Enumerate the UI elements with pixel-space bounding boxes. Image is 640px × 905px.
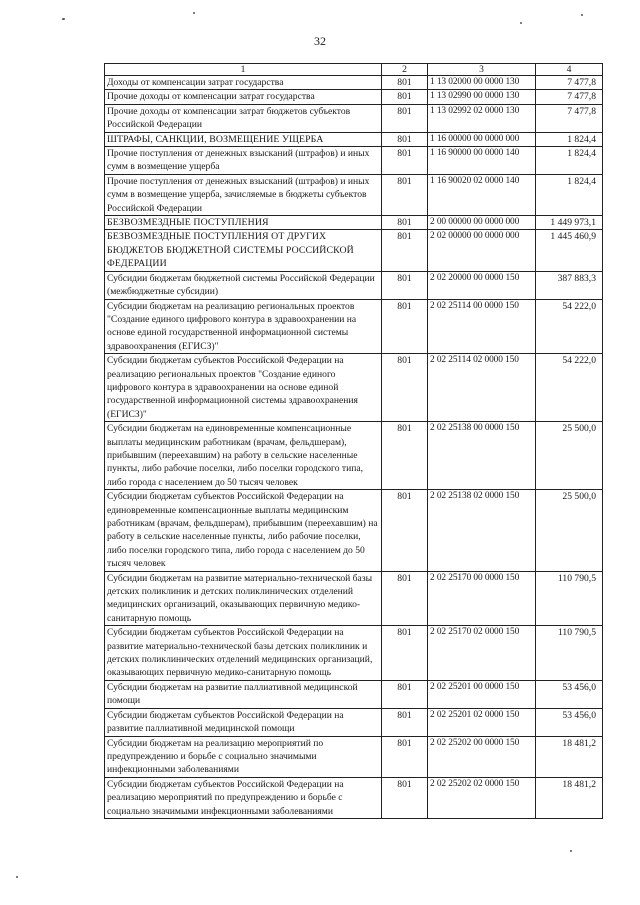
row-admin-code-cell: 801: [382, 626, 428, 681]
row-name-cell: Прочие доходы от компенсации затрат государства: [105, 90, 382, 104]
row-name-cell: Субсидии бюджетам субъектов Российской Федерации на развитие паллиативной медицинской помощи: [105, 708, 382, 736]
row-admin-code-cell: 801: [382, 708, 428, 736]
table-row: [105, 216, 603, 230]
row-sum-cell: 54 222,0: [536, 299, 603, 354]
table-row: [105, 299, 603, 354]
row-kbk-code-cell: 2 02 25202 00 0000 150: [428, 736, 536, 777]
row-admin-code-cell: 801: [382, 354, 428, 422]
row-kbk-code-cell: 2 02 00000 00 0000 000: [428, 230, 536, 271]
row-name-cell: Доходы от компенсации затрат государства: [105, 76, 382, 90]
row-admin-code-cell: 801: [382, 271, 428, 299]
row-kbk-code-cell: 1 16 90020 02 0000 140: [428, 174, 536, 215]
row-sum-cell: 1 824,4: [536, 174, 603, 215]
row-name-cell: Субсидии бюджетам субъектов Российской Федерации на реализацию мероприятий по предупреждению и борьбе с социально значимыми инфекционными заболеваниями: [105, 777, 382, 818]
table-row: [105, 76, 603, 90]
table-row: [105, 132, 603, 146]
row-sum-cell: 54 222,0: [536, 354, 603, 422]
row-name-cell: Прочие поступления от денежных взысканий (штрафов) и иных сумм в возмещение ущерба, зачисляемые в бюджеты субъектов Российской Федерации: [105, 174, 382, 215]
row-admin-code-cell: 801: [382, 132, 428, 146]
row-kbk-code-cell: 1 13 02990 00 0000 130: [428, 90, 536, 104]
row-admin-code-cell: 801: [382, 680, 428, 708]
row-admin-code-cell: 801: [382, 736, 428, 777]
row-sum-cell: 1 449 973,1: [536, 216, 603, 230]
row-sum-cell: 1 824,4: [536, 132, 603, 146]
row-sum-cell: 18 481,2: [536, 777, 603, 818]
row-kbk-code-cell: 1 16 90000 00 0000 140: [428, 147, 536, 175]
row-kbk-code-cell: 2 02 25138 00 0000 150: [428, 422, 536, 490]
table-row: [105, 708, 603, 736]
row-kbk-code-cell: 2 00 00000 00 0000 000: [428, 216, 536, 230]
column-header: 4: [536, 64, 603, 76]
table-row: [105, 736, 603, 777]
scan-speck: [520, 22, 522, 24]
row-sum-cell: 25 500,0: [536, 422, 603, 490]
row-kbk-code-cell: 2 02 25138 02 0000 150: [428, 490, 536, 571]
table-row: [105, 104, 603, 132]
budget-revenue-table: [104, 63, 603, 819]
row-kbk-code-cell: 1 13 02992 02 0000 130: [428, 104, 536, 132]
row-sum-cell: 7 477,8: [536, 104, 603, 132]
row-admin-code-cell: 801: [382, 147, 428, 175]
row-name-cell: ШТРАФЫ, САНКЦИИ, ВОЗМЕЩЕНИЕ УЩЕРБА: [105, 132, 382, 146]
table-row: [105, 271, 603, 299]
row-admin-code-cell: 801: [382, 174, 428, 215]
row-admin-code-cell: 801: [382, 216, 428, 230]
table-row: [105, 230, 603, 271]
scan-speck: [16, 876, 18, 878]
row-kbk-code-cell: 2 02 25170 00 0000 150: [428, 571, 536, 626]
column-header: 3: [428, 64, 536, 76]
scan-speck: [193, 12, 195, 14]
row-sum-cell: 387 883,3: [536, 271, 603, 299]
table-row: [105, 490, 603, 571]
row-admin-code-cell: 801: [382, 422, 428, 490]
table-row: [105, 626, 603, 681]
row-admin-code-cell: 801: [382, 90, 428, 104]
row-admin-code-cell: 801: [382, 104, 428, 132]
table-row: [105, 354, 603, 422]
row-kbk-code-cell: 2 02 20000 00 0000 150: [428, 271, 536, 299]
row-sum-cell: 7 477,8: [536, 76, 603, 90]
table-row: [105, 147, 603, 175]
row-sum-cell: 1 824,4: [536, 147, 603, 175]
table-row: [105, 90, 603, 104]
row-admin-code-cell: 801: [382, 571, 428, 626]
row-name-cell: Прочие поступления от денежных взысканий (штрафов) и иных сумм в возмещение ущерба: [105, 147, 382, 175]
row-kbk-code-cell: 2 02 25201 00 0000 150: [428, 680, 536, 708]
row-name-cell: Субсидии бюджетам на развитие паллиативной медицинской помощи: [105, 680, 382, 708]
row-admin-code-cell: 801: [382, 230, 428, 271]
row-sum-cell: 110 790,5: [536, 626, 603, 681]
row-name-cell: БЕЗВОЗМЕЗДНЫЕ ПОСТУПЛЕНИЯ: [105, 216, 382, 230]
row-kbk-code-cell: 2 02 25114 02 0000 150: [428, 354, 536, 422]
table-row: [105, 422, 603, 490]
row-name-cell: Субсидии бюджетам субъектов Российской Федерации на развитие материально-технической базы детских поликлиник и детских поликлинических отделений медицинских организаций, оказывающих первичную медико-санитарную помощь: [105, 626, 382, 681]
row-sum-cell: 25 500,0: [536, 490, 603, 571]
row-kbk-code-cell: 2 02 25201 02 0000 150: [428, 708, 536, 736]
row-name-cell: БЕЗВОЗМЕЗДНЫЕ ПОСТУПЛЕНИЯ ОТ ДРУГИХ БЮДЖЕТОВ БЮДЖЕТНОЙ СИСТЕМЫ РОССИЙСКОЙ ФЕДЕРАЦИИ: [105, 230, 382, 271]
row-admin-code-cell: 801: [382, 299, 428, 354]
row-kbk-code-cell: 2 02 25202 02 0000 150: [428, 777, 536, 818]
row-name-cell: Субсидии бюджетам субъектов Российской Федерации на реализацию региональных проектов "Создание единого цифрового контура в здравоохранении на основе единой государственной информационной системы здравоохранения (ЕГИСЗ)": [105, 354, 382, 422]
row-sum-cell: 53 456,0: [536, 680, 603, 708]
row-sum-cell: 53 456,0: [536, 708, 603, 736]
row-kbk-code-cell: 2 02 25170 02 0000 150: [428, 626, 536, 681]
scan-speck: [570, 850, 572, 852]
row-name-cell: Субсидии бюджетам бюджетной системы Российской Федерации (межбюджетные субсидии): [105, 271, 382, 299]
table-row: [105, 777, 603, 818]
row-admin-code-cell: 801: [382, 490, 428, 571]
page-number: 32: [314, 34, 326, 48]
scan-speck: [581, 14, 583, 16]
row-sum-cell: 1 445 460,9: [536, 230, 603, 271]
row-admin-code-cell: 801: [382, 76, 428, 90]
table-row: [105, 571, 603, 626]
table-row: [105, 174, 603, 215]
column-header: 2: [382, 64, 428, 76]
row-name-cell: Субсидии бюджетам субъектов Российской Федерации на единовременные компенсационные выплаты медицинским работникам (врачам, фельдшерам), прибывшим (переехавшим) на работу в сельские населенные пункты, либо рабочие поселки, либо поселки городского типа, либо города с населением до 50 тысяч человек: [105, 490, 382, 571]
table-row: [105, 680, 603, 708]
row-kbk-code-cell: 1 16 00000 00 0000 000: [428, 132, 536, 146]
row-kbk-code-cell: 1 13 02000 00 0000 130: [428, 76, 536, 90]
row-admin-code-cell: 801: [382, 777, 428, 818]
row-kbk-code-cell: 2 02 25114 00 0000 150: [428, 299, 536, 354]
row-sum-cell: 110 790,5: [536, 571, 603, 626]
row-name-cell: Субсидии бюджетам на развитие материально-технической базы детских поликлиник и детских поликлинических отделений медицинских организаций, оказывающих первичную медико-санитарную помощь: [105, 571, 382, 626]
row-sum-cell: 7 477,8: [536, 90, 603, 104]
row-name-cell: Прочие доходы от компенсации затрат бюджетов субъектов Российской Федерации: [105, 104, 382, 132]
row-name-cell: Субсидии бюджетам на реализацию мероприятий по предупреждению и борьбе с социально значимыми инфекционными заболеваниями: [105, 736, 382, 777]
scan-speck: [62, 18, 65, 20]
table-header-row: [105, 64, 603, 76]
row-name-cell: Субсидии бюджетам на единовременные компенсационные выплаты медицинским работникам (врачам, фельдшерам), прибывшим (переехавшим) на работу в сельские населенные пункты, либо рабочие поселки, либо поселки городского типа, либо города с населением до 50 тысяч человек: [105, 422, 382, 490]
row-name-cell: Субсидии бюджетам на реализацию региональных проектов "Создание единого цифрового контура в здравоохранении на основе единой государственной информационной системы здравоохранения (ЕГИСЗ)": [105, 299, 382, 354]
column-header: 1: [105, 64, 382, 76]
row-sum-cell: 18 481,2: [536, 736, 603, 777]
